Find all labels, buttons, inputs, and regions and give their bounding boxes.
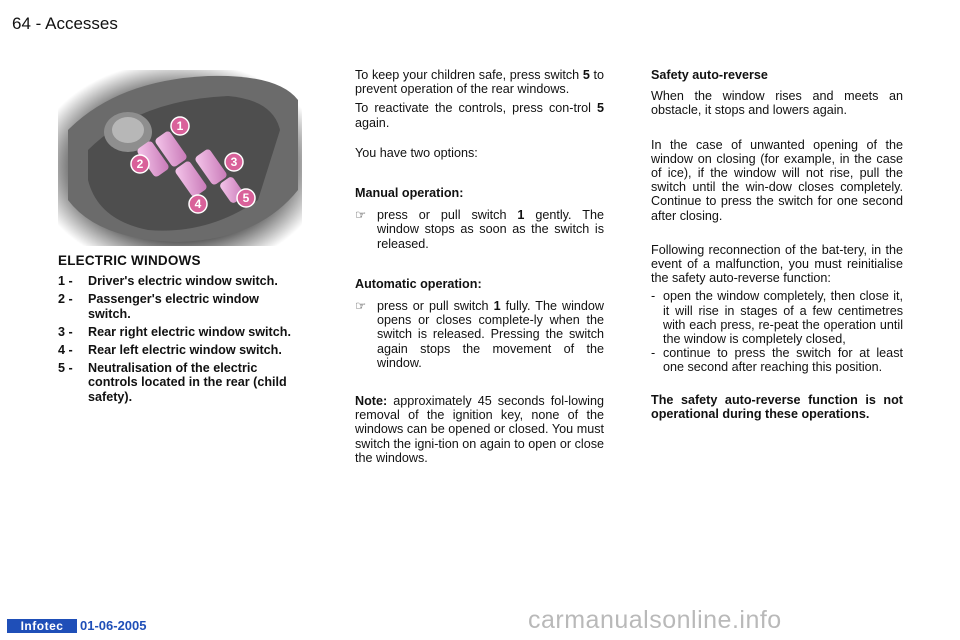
child-safety-paragraph: To keep your children safe, press switch 5 to prevent operation of the rear windows. bbox=[355, 68, 604, 97]
watermark: carmanualsonline.info bbox=[528, 606, 782, 634]
callout-1: 1 bbox=[176, 119, 184, 133]
reconnection-paragraph: Following reconnection of the bat-tery, in the event of a malfunction, you must reinitialise the safety auto-reverse function: bbox=[651, 242, 903, 286]
reactivate-paragraph: To reactivate the controls, press con-trol 5 again. bbox=[355, 101, 604, 130]
pointing-hand-icon: ☞ bbox=[355, 208, 367, 223]
page-number: 64 bbox=[12, 14, 31, 33]
automatic-operation-title: Automatic operation: bbox=[355, 276, 482, 291]
reinitialise-step: - open the window completely, then close it, it will rise in stages of a few centimetres with each press, re-peat the operation until the window is completely closed, bbox=[651, 289, 903, 347]
legend-item: 5 - Neutralisation of the electric controls located in the rear (child safety). bbox=[58, 361, 287, 404]
legend-item: 2 - Passenger's electric window switch. bbox=[58, 292, 259, 321]
electric-windows-title: ELECTRIC WINDOWS bbox=[58, 253, 201, 268]
options-paragraph: You have two options: bbox=[355, 145, 478, 160]
automatic-operation-bullet: ☞ press or pull switch 1 fully. The window opens or closes complete-ly when the switch is released. Pressing the switch again stops the movement of the window. bbox=[355, 299, 604, 370]
footer-date: 01-06-2005 bbox=[80, 618, 147, 633]
reinitialise-step: - continue to press the switch for at least one second after reaching this position. bbox=[651, 346, 903, 375]
legend-item: 1 - Driver's electric window switch. bbox=[58, 274, 278, 289]
operation-column bbox=[355, 68, 604, 470]
note-paragraph: Note: approximately 45 seconds fol-lowing removal of the ignition key, none of the windows can be opened or closed. You must switch the igni-tion on again to open or close the windows. bbox=[355, 394, 604, 465]
safety-column bbox=[651, 68, 903, 426]
window-switch-photo bbox=[58, 70, 302, 246]
callout-5: 5 bbox=[242, 191, 250, 205]
legend-item: 3 - Rear right electric window switch. bbox=[58, 324, 291, 339]
callout-2: 2 bbox=[136, 157, 144, 171]
callout-4: 4 bbox=[194, 197, 202, 211]
manual-operation-bullet: ☞ press or pull switch 1 gently. The window stops as soon as the switch is released. bbox=[355, 208, 604, 251]
auto-reverse-warning: The safety auto-reverse function is not operational during these operations. bbox=[651, 392, 903, 421]
page-header bbox=[12, 14, 118, 34]
legend-column bbox=[58, 254, 300, 408]
safety-auto-reverse-title: Safety auto-reverse bbox=[651, 68, 768, 82]
section-title: Accesses bbox=[45, 14, 118, 33]
legend-item: 4 - Rear left electric window switch. bbox=[58, 343, 282, 358]
window-switch-illustration bbox=[58, 70, 302, 246]
manual-operation-title: Manual operation: bbox=[355, 186, 464, 201]
infotec-logo: Infotec bbox=[7, 619, 77, 633]
callout-3: 3 bbox=[230, 155, 238, 169]
pointing-hand-icon: ☞ bbox=[355, 299, 367, 314]
unwanted-opening-paragraph: In the case of unwanted opening of the window on closing (for example, in the case of ice), if the window will not rise, pull the switch until the win-dow closes completely. Continue to press the switch for one second after closing. bbox=[651, 137, 903, 223]
header-separator: - bbox=[35, 14, 42, 33]
auto-reverse-paragraph: When the window rises and meets an obstacle, it stops and lowers again. bbox=[651, 89, 903, 118]
